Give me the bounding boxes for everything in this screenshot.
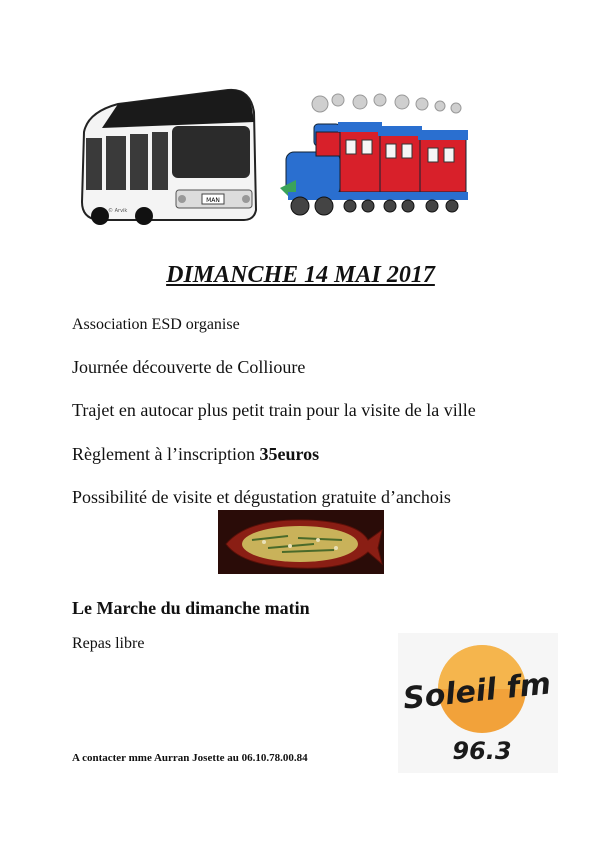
contact-line: A contacter mme Aurran Josette au 06.10.78.00.84 <box>72 752 308 764</box>
payment-line <box>72 444 319 465</box>
trip-line: Trajet en autocar plus petit train pour la visite de la ville <box>72 400 476 420</box>
market-heading: Le Marche du dimanche matin <box>72 598 310 618</box>
payment-amount: 35euros <box>259 444 320 464</box>
bus-caption: © Arvik <box>108 208 128 214</box>
tasting-line: Possibilité de visite et dégustation gratuite d’anchois <box>72 487 451 507</box>
event-date-title: DIMANCHE 14 MAI 2017 <box>166 262 435 288</box>
meal-note: Repas libre <box>72 635 145 652</box>
bus-image <box>78 82 260 226</box>
anchovy-dish-image <box>218 510 384 574</box>
bus-badge-text: MAN <box>206 197 220 204</box>
payment-prefix: Règlement à l’inscription <box>72 444 260 464</box>
radio-logo <box>398 633 558 773</box>
radio-name: Soleil fm <box>401 666 553 717</box>
organiser-line: Association ESD organise <box>72 316 240 333</box>
toy-train-image <box>280 92 472 220</box>
outing-line: Journée découverte de Collioure <box>72 357 306 377</box>
radio-frequency: 96.3 <box>452 737 512 765</box>
